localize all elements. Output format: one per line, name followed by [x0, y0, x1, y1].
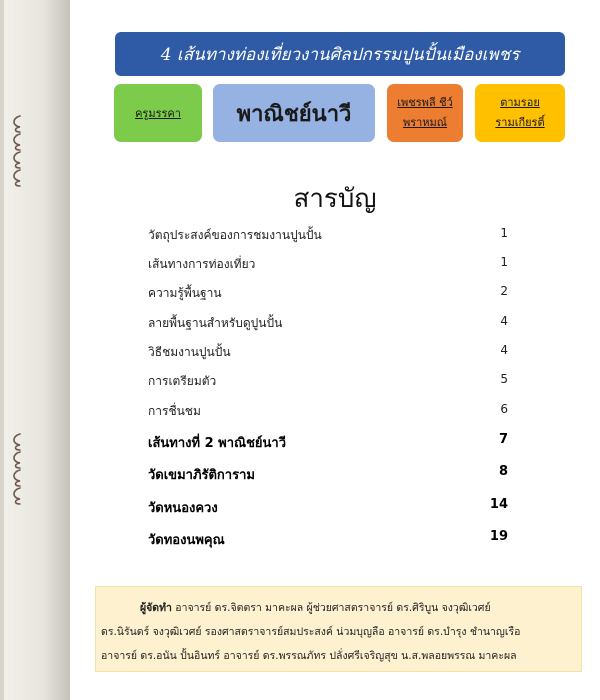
toc-entry-page: 4 [500, 343, 508, 357]
toc-entry-label: ความรู้พื้นฐาน [148, 286, 222, 300]
toc-entry [148, 251, 508, 275]
toc-heading: สารบัญ [293, 184, 377, 214]
toc-entry-section [148, 428, 508, 452]
toc-entry-page: 19 [489, 529, 508, 544]
title-banner [115, 32, 565, 76]
toc-entry-label: เส้นทางการท่องเที่ยว [148, 257, 256, 271]
toc-entry-page: 14 [489, 497, 508, 512]
toc-entry-label: วัตถุประสงค์ของการชมงานปูนปั้น [148, 228, 322, 242]
route-label-line1: ตามรอย [500, 96, 540, 109]
toc-entry-page: 2 [500, 284, 508, 298]
banner-title: 4 เส้นทางท่องเที่ยวงานศิลปกรรมปูนปั้นเมืองเพชร [160, 44, 520, 65]
toc-entry-label: การชื่นชม [148, 404, 201, 418]
route-card-khru-makkha [114, 84, 202, 142]
toc-entry-section [148, 493, 508, 517]
route-label-line2: พราหมณ์ [402, 116, 448, 129]
credits-line-2: ดร.นิรันดร์ จงวุฒิเวศย์ รองศาสตราจารย์สมประสงค์ น่วมบุญลือ อาจารย์ ดร.บำรุง ชำนาญเรือ [101, 626, 521, 638]
credits-line-1 [140, 599, 491, 616]
spine-edge [0, 0, 4, 700]
toc-entry [148, 398, 508, 422]
toc-entry-page: 8 [498, 464, 508, 479]
route-card-phanit-nawi [213, 84, 375, 142]
toc-entry-page: 5 [500, 372, 508, 386]
toc-entry-label: การเตรียมตัว [148, 374, 217, 388]
toc-entry-page: 6 [500, 402, 508, 416]
toc-entry-label: วัดทองนพคุณ [148, 533, 225, 548]
route-card-phetphli [387, 84, 463, 142]
credits-line-3: อาจารย์ ดร.อนัน ปั้นอินทร์ อาจารย์ ดร.พรรณภัทร ปลั่งศรีเจริญสุข น.ส.พลอยพรรณ มาคะผล [101, 650, 517, 662]
toc-entry [148, 339, 508, 363]
toc-entry-page: 7 [498, 432, 508, 447]
credits-names: อาจารย์ ดร.จิตตรา มาคะผล ผู้ช่วยศาสตราจารย์ ดร.ศิริบูน จงวุฒิเวศย์ [175, 602, 491, 614]
toc-entry [148, 280, 508, 304]
book-spine [0, 0, 70, 700]
route-label-line2: รามเกียรติ์ [495, 116, 545, 129]
spine-shadow [44, 0, 70, 700]
credits-label: ผู้จัดทำ [140, 602, 172, 614]
toc-entry-label: วัดหนองควง [148, 501, 218, 516]
toc-entry-label: วิธีชมงานปูนปั้น [148, 345, 231, 359]
thai-ornament-icon [6, 430, 26, 506]
route-label: พาณิชย์นาวี [236, 100, 352, 127]
toc-entry-section [148, 460, 508, 484]
toc-entry-page: 4 [500, 314, 508, 328]
toc-entry-label: เส้นทางที่ 2 พาณิชย์นาวี [148, 436, 287, 451]
route-label: ครูมรรคา [135, 107, 181, 120]
toc-entry-page: 1 [500, 255, 508, 269]
toc-entry-section [148, 525, 508, 549]
toc-entry [148, 368, 508, 392]
toc-entry-page: 1 [500, 226, 508, 240]
toc-entry [148, 222, 508, 246]
toc-entry-label: ลายพื้นฐานสำหรับดูปูนปั้น [148, 316, 283, 330]
credits-box [95, 586, 582, 672]
toc-entry-label: วัดเขมาภิรัติการาม [148, 468, 255, 483]
thai-ornament-icon [6, 112, 26, 188]
route-card-ramakien [475, 84, 565, 142]
toc-entry [148, 310, 508, 334]
route-label-line1: เพชรพลี ชีว์ [397, 96, 453, 109]
document-page [70, 0, 600, 700]
